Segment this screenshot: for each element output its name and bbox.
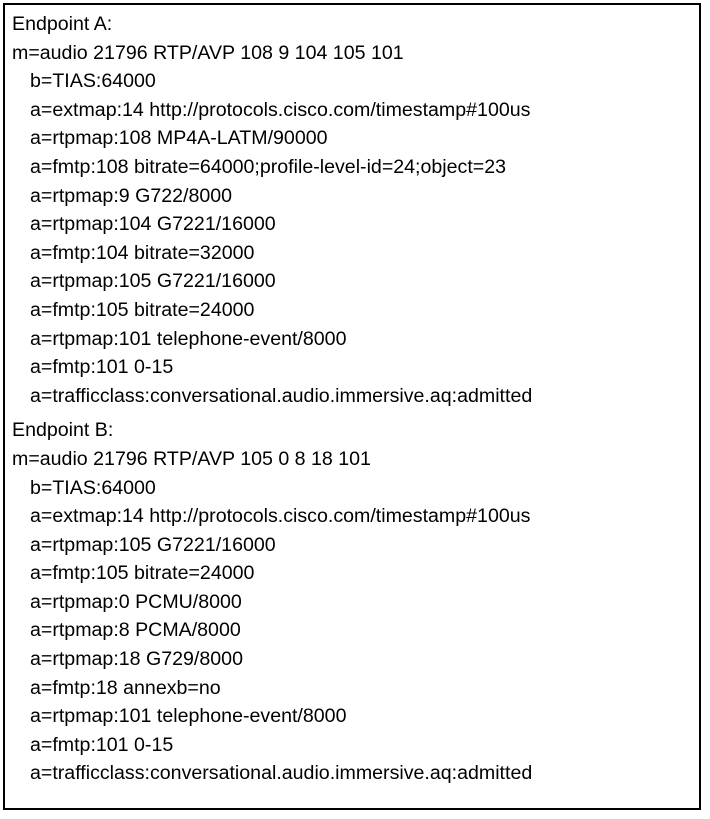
endpoint-a-attribute: a=rtpmap:108 MP4A-LATM/90000 (30, 127, 328, 150)
endpoint-a-attribute: b=TIAS:64000 (30, 70, 156, 93)
endpoint-b-attribute: a=rtpmap:0 PCMU/8000 (30, 590, 242, 613)
endpoint-b-attribute: a=trafficclass:conversational.audio.immersive.aq:admitted (30, 762, 533, 785)
endpoint-b-attribute: a=rtpmap:8 PCMA/8000 (30, 619, 241, 642)
endpoint-a-media-line: m=audio 21796 RTP/AVP 108 9 104 105 101 (12, 41, 404, 64)
endpoint-a-block (12, 10, 702, 410)
endpoint-a-attribute: a=fmtp:101 0-15 (30, 356, 174, 379)
endpoint-a-attribute: a=rtpmap:104 G7221/16000 (30, 213, 276, 236)
sdp-document (12, 10, 702, 788)
endpoint-b-attribute: a=fmtp:18 annexb=no (30, 676, 221, 699)
endpoint-b-media-line: m=audio 21796 RTP/AVP 105 0 8 18 101 (12, 447, 371, 470)
endpoint-b-title: Endpoint B: (12, 419, 114, 442)
endpoint-b-attribute: a=extmap:14 http://protocols.cisco.com/timestamp#100us (30, 505, 531, 528)
endpoint-a-attribute: a=rtpmap:9 G722/8000 (30, 184, 233, 207)
endpoint-b-attribute: a=fmtp:101 0-15 (30, 733, 174, 756)
endpoint-b-attribute: a=fmtp:105 bitrate=24000 (30, 562, 255, 585)
endpoint-b-attribute: a=rtpmap:101 telephone-event/8000 (30, 705, 347, 728)
endpoint-b-attribute: a=rtpmap:18 G729/8000 (30, 648, 243, 671)
endpoint-a-attribute: a=extmap:14 http://protocols.cisco.com/timestamp#100us (30, 98, 531, 121)
endpoint-b-attribute: b=TIAS:64000 (30, 476, 156, 499)
endpoint-a-attribute: a=trafficclass:conversational.audio.immersive.aq:admitted (30, 384, 533, 407)
endpoint-a-attribute: a=fmtp:104 bitrate=32000 (30, 241, 255, 264)
endpoint-b-block (12, 416, 702, 788)
endpoint-a-attribute: a=fmtp:108 bitrate=64000;profile-level-id=24;object=23 (30, 155, 507, 178)
endpoint-b-attribute: a=rtpmap:105 G7221/16000 (30, 533, 276, 556)
endpoint-a-attribute: a=fmtp:105 bitrate=24000 (30, 298, 255, 321)
endpoint-a-title: Endpoint A: (12, 13, 113, 35)
endpoint-a-attribute: a=rtpmap:105 G7221/16000 (30, 270, 276, 293)
endpoint-a-attribute: a=rtpmap:101 telephone-event/8000 (30, 327, 347, 350)
